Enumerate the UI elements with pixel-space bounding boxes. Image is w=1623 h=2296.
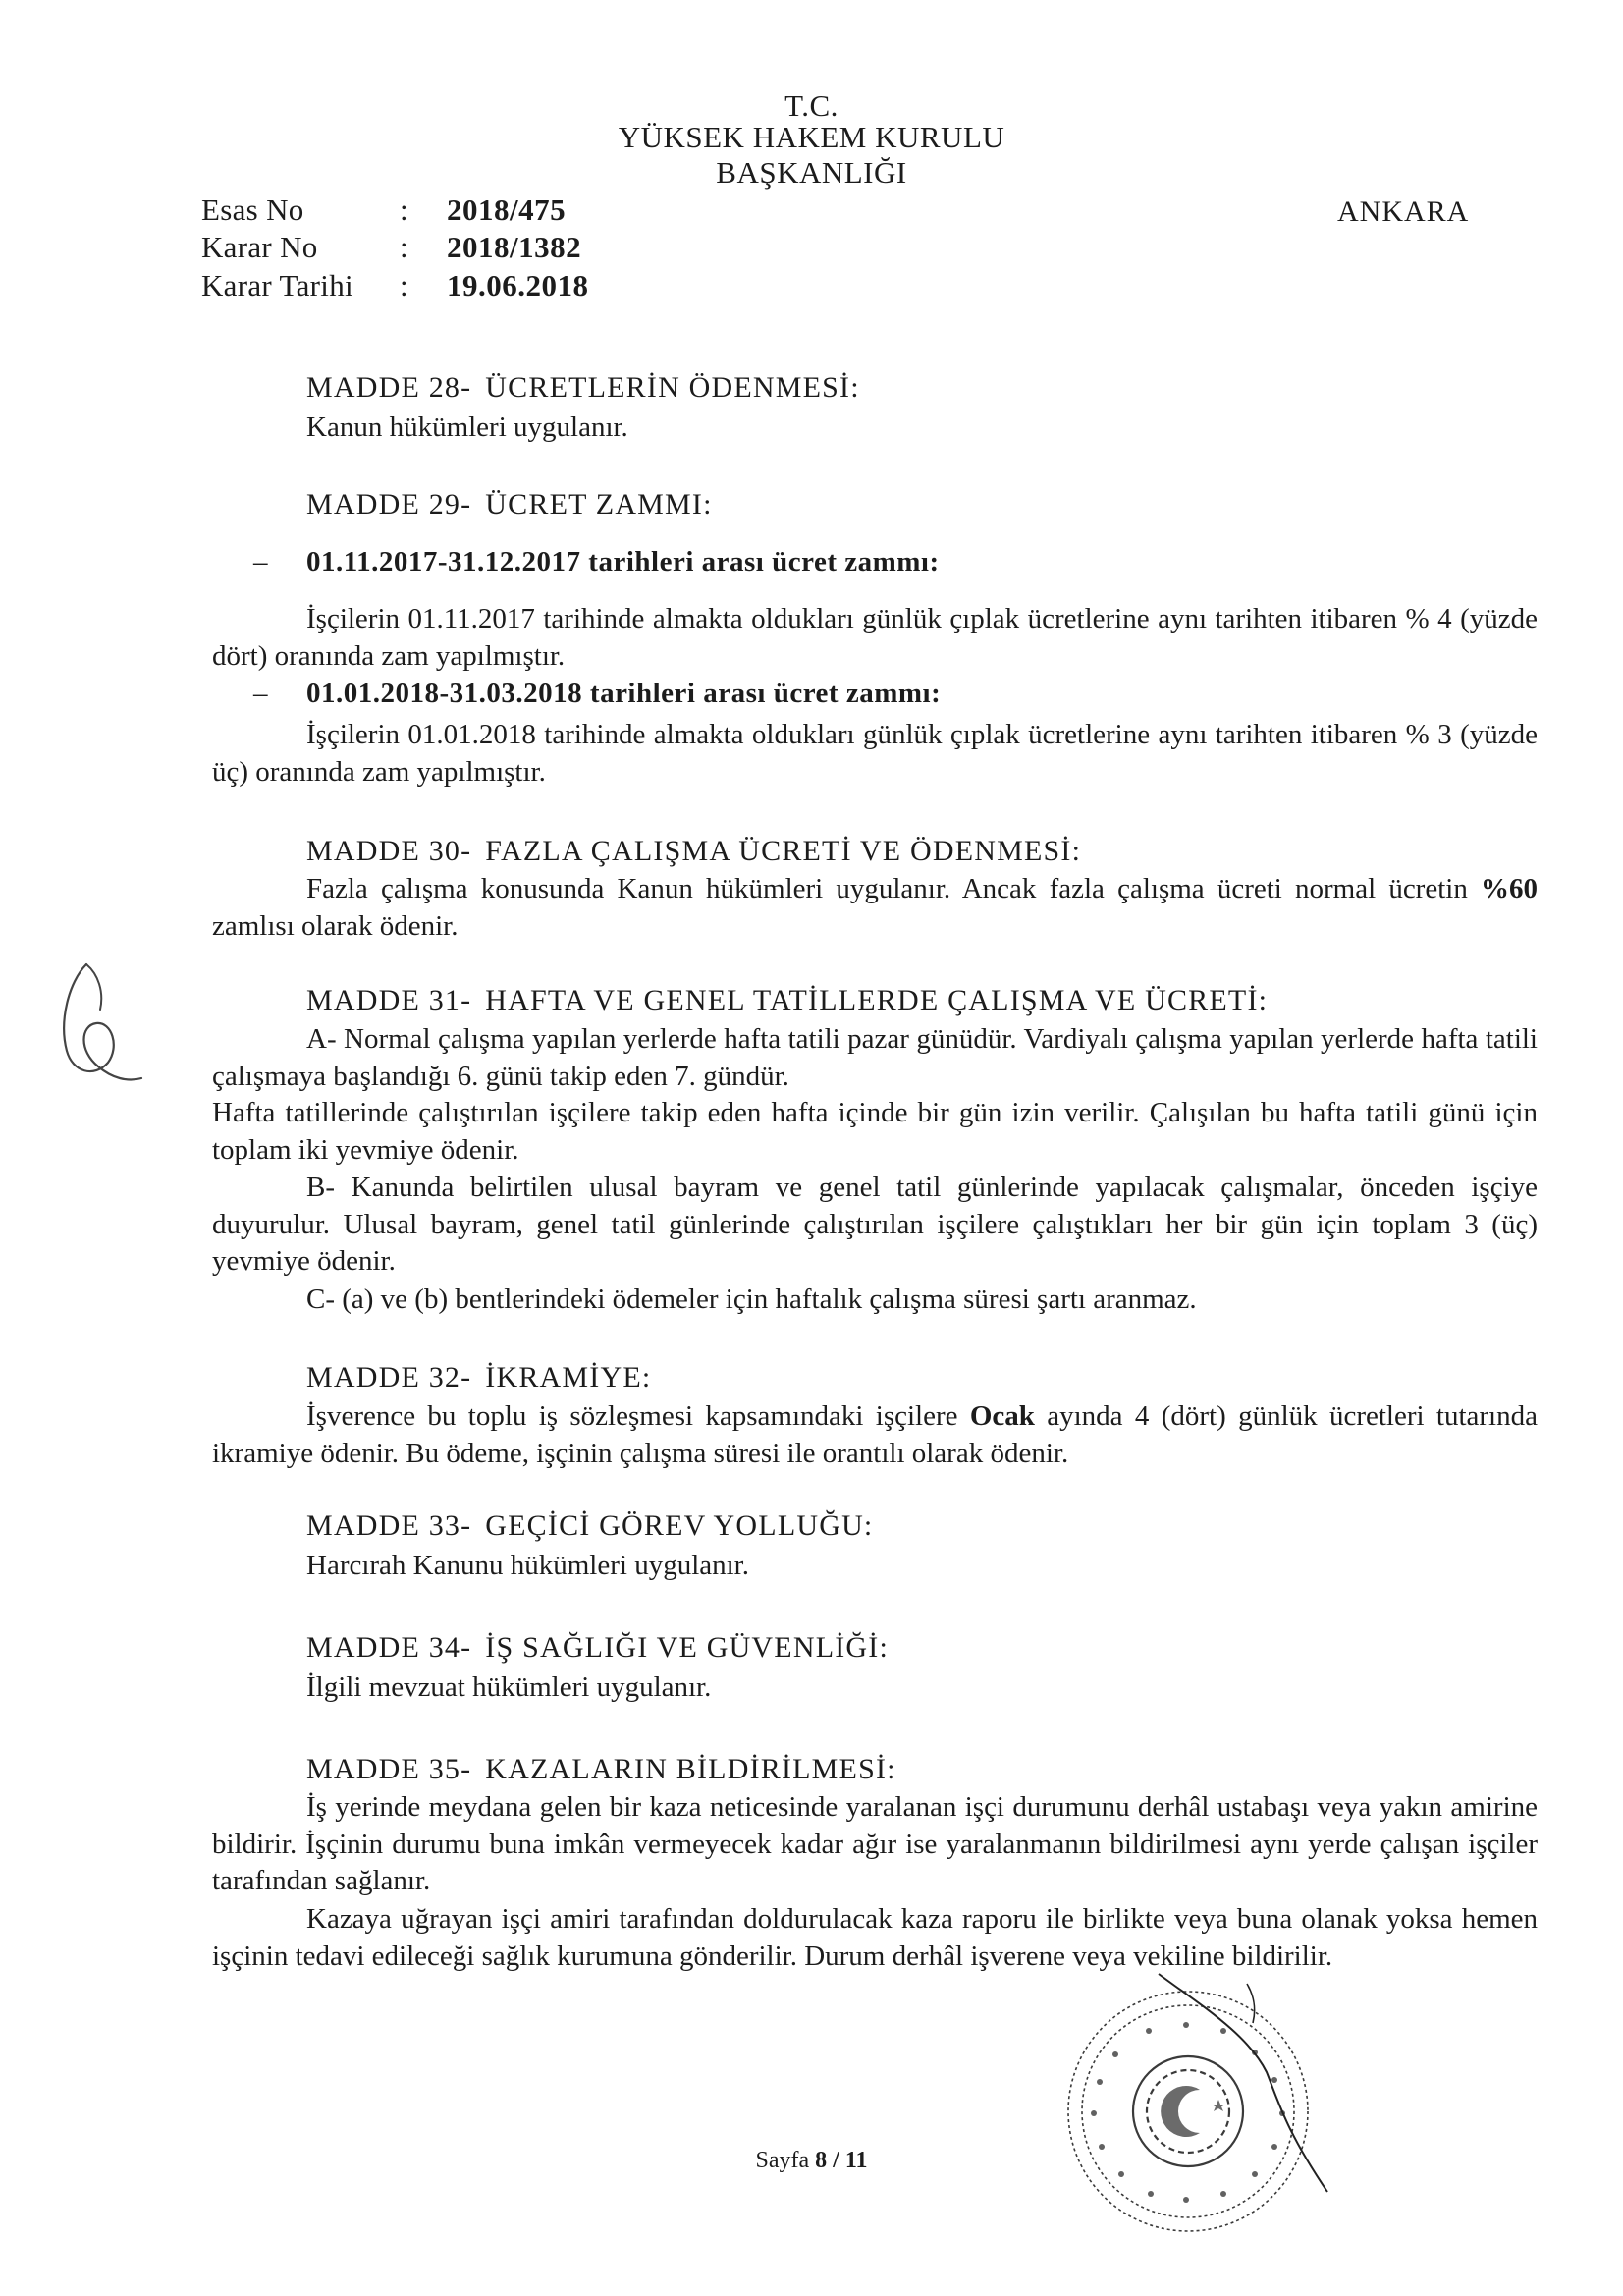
- handwritten-initial: [39, 953, 147, 1100]
- text-run: İşverence bu toplu iş sözleşmesi kapsamındaki işçilere: [306, 1400, 970, 1432]
- meta-label: Karar No: [201, 230, 318, 264]
- article-title: ÜCRET ZAMMI:: [485, 488, 713, 520]
- meta-row-esas: [201, 194, 566, 225]
- official-seal: [1021, 1964, 1345, 2249]
- page-number: 8 / 11: [815, 2148, 868, 2173]
- emphasis-text: %60: [1481, 873, 1538, 904]
- article-title: İKRAMİYE:: [485, 1361, 652, 1394]
- article-title: HAFTA VE GENEL TATİLLERDE ÇALIŞMA VE ÜCRETİ:: [485, 984, 1269, 1016]
- article-number: MADDE 35-: [306, 1753, 472, 1785]
- article-34-text: İlgili mevzuat hükümleri uygulanır.: [306, 1671, 712, 1703]
- article-number: MADDE 28-: [306, 371, 472, 404]
- article-29-heading: [306, 488, 713, 521]
- header-tc: T.C.: [784, 88, 839, 123]
- article-31-text-b: B- Kanunda belirtilen ulusal bayram ve genel tatil günlerinde yapılacak çalışmalar, önceden işçiye duyurulur. Ulusal bayram, genel tatil günlerinde çalıştırılan işçilere çalıştıkları her bir gün için toplam 3 (üç) yevmiye ödenir.: [212, 1172, 1538, 1277]
- article-31-heading: [306, 984, 1268, 1017]
- page-label: Sayfa: [755, 2148, 810, 2173]
- article-29-text-1: İşçilerin 01.11.2017 tarihinde almakta oldukları günlük çıplak ücretlerine aynı tarihten itibaren % 4 (yüzde dört) oranında zam yapılmıştır.: [212, 603, 1538, 672]
- meta-colon: :: [400, 268, 408, 302]
- article-29-sub-2: [253, 678, 941, 710]
- article-31-text-hafta: Hafta tatillerinde çalıştırılan işçilere takip eden hafta içinde bir gün izin verilir. Çalışılan bu hafta tatili günü için toplam iki yevmiye ödenir.: [212, 1097, 1538, 1166]
- article-number: MADDE 30-: [306, 835, 472, 867]
- meta-label: Karar Tarihi: [201, 268, 353, 302]
- dash-bullet: –: [253, 546, 268, 577]
- article-35-text-1: İş yerinde meydana gelen bir kaza neticesinde yaralanan işçi durumunu derhâl ustabaşı veya yakın amirine bildirir. İşçinin durumu buna imkân vermeyecek kadar ağır ise yaralanmanın bildirilmesi aynı yerde çalışan işçiler tarafından sağlanır.: [212, 1791, 1538, 1896]
- meta-value: 19.06.2018: [447, 268, 589, 302]
- article-29-sub-1: [253, 546, 940, 578]
- article-28-text: Kanun hükümleri uygulanır.: [306, 411, 628, 443]
- article-35-heading: [306, 1753, 896, 1786]
- article-number: MADDE 33-: [306, 1509, 472, 1542]
- meta-value: 2018/475: [447, 192, 567, 227]
- article-title: FAZLA ÇALIŞMA ÜCRETİ VE ÖDENMESİ:: [485, 835, 1082, 867]
- article-title: GEÇİCİ GÖREV YOLLUĞU:: [485, 1509, 874, 1542]
- article-title: İŞ SAĞLIĞI VE GÜVENLİĞİ:: [485, 1631, 889, 1664]
- article-title: ÜCRETLERİN ÖDENMESİ:: [485, 371, 860, 404]
- text-run: zamlısı olarak ödenir.: [212, 909, 459, 942]
- article-30-heading: [306, 835, 1081, 868]
- article-number: MADDE 34-: [306, 1631, 472, 1664]
- article-30-text: [212, 871, 1538, 945]
- header-presidency: BAŞKANLIĞI: [716, 155, 907, 190]
- page-footer: [0, 2148, 1623, 2174]
- article-29-text-2: İşçilerin 01.01.2018 tarihinde almakta oldukları günlük çıplak ücretlerine aynı tarihten itibaren % 3 (yüzde üç) oranında zam yapılmıştır.: [212, 719, 1538, 788]
- sub-heading-text: 01.11.2017-31.12.2017 tarihleri arası ücret zammı:: [306, 546, 940, 577]
- article-33-heading: [306, 1509, 873, 1543]
- article-34-heading: [306, 1631, 889, 1665]
- article-number: MADDE 31-: [306, 984, 472, 1016]
- article-31-text-a: A- Normal çalışma yapılan yerlerde hafta tatili pazar günüdür. Vardiyalı çalışma yapılan yerlerde hafta tatili çalışmaya başlandığı 6. günü takip eden 7. gündür.: [212, 1023, 1538, 1092]
- header-city: ANKARA: [1337, 195, 1470, 228]
- meta-row-karar: [201, 232, 581, 262]
- dash-bullet: –: [253, 678, 268, 709]
- article-35-text-2: Kazaya uğrayan işçi amiri tarafından doldurulacak kaza raporu ile birlikte veya buna olanak yoksa hemen işçinin tedavi edileceği sağlık kurumuna gönderilir. Durum derhâl işverene veya vekiline bildirilir.: [212, 1903, 1538, 1972]
- article-title: KAZALARIN BİLDİRİLMESİ:: [485, 1753, 896, 1785]
- emphasis-text: Ocak: [969, 1400, 1035, 1432]
- header-institution: YÜKSEK HAKEM KURULU: [618, 120, 1005, 154]
- article-number: MADDE 29-: [306, 488, 472, 520]
- article-number: MADDE 32-: [306, 1361, 472, 1394]
- meta-row-tarih: [201, 270, 589, 301]
- meta-colon: :: [400, 192, 408, 227]
- article-28-heading: [306, 371, 860, 405]
- sub-heading-text: 01.01.2018-31.03.2018 tarihleri arası ücret zammı:: [306, 678, 942, 709]
- meta-colon: :: [400, 230, 408, 264]
- meta-label: Esas No: [201, 192, 304, 227]
- article-31-text-c: C- (a) ve (b) bentlerindeki ödemeler için haftalık çalışma süresi şartı aranmaz.: [306, 1284, 1197, 1315]
- meta-value: 2018/1382: [447, 230, 582, 264]
- article-33-text: Harcırah Kanunu hükümleri uygulanır.: [306, 1550, 749, 1581]
- text-run: Fazla çalışma konusunda Kanun hükümleri uygulanır. Ancak fazla çalışma ücreti normal ücretin: [306, 873, 1481, 904]
- article-32-heading: [306, 1361, 651, 1394]
- text-run: ayında 4 (dört) günlük ücretleri tutarında ikramiye ödenir. Bu ödeme, işçinin çalışma süresi ile orantılı olarak ödenir.: [212, 1400, 1538, 1469]
- article-32-text: [212, 1398, 1538, 1472]
